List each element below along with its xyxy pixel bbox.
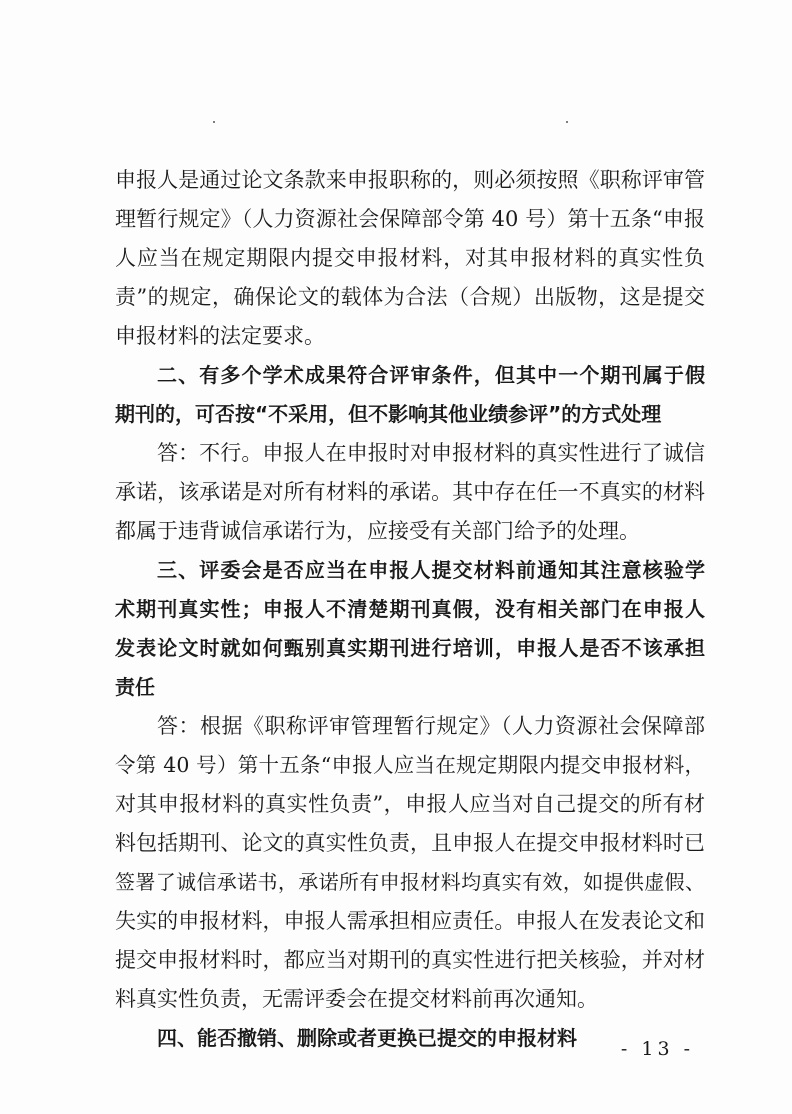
- paragraph-line: 理暂行规定》（人力资源社会保障部令第 40 号）第十五条“申报: [115, 207, 705, 231]
- paragraph-line: 对其申报材料的真实性负责”，申报人应当对自己提交的所有材: [115, 792, 705, 816]
- paragraph-line: 人应当在规定期限内提交申报材料，对其申报材料的真实性负: [115, 246, 705, 270]
- paragraph-line: 责”的规定，确保论文的载体为合法（合规）出版物，这是提交: [115, 285, 705, 309]
- paragraph-line: 申报人是通过论文条款来申报职称的，则必须按照《职称评审管: [115, 168, 705, 192]
- paragraph-line: 料包括期刊、论文的真实性负责，且申报人在提交申报材料时已: [115, 831, 705, 855]
- section-heading-line: 二、有多个学术成果符合评审条件，但其中一个期刊属于假: [157, 363, 705, 387]
- section-heading-line: 发表论文时就如何甄别真实期刊进行培训，申报人是否不该承担: [115, 636, 705, 660]
- paragraph-line: 都属于违背诚信承诺行为，应接受有关部门给予的处理。: [115, 519, 640, 543]
- paragraph-line: 令第 40 号）第十五条“申报人应当在规定期限内提交申报材料，: [115, 753, 705, 777]
- section-heading-line: 责任: [115, 675, 155, 699]
- paragraph-line: 提交申报材料时，都应当对期刊的真实性进行把关核验，并对材: [115, 948, 705, 972]
- paragraph-line: 申报材料的法定要求。: [115, 324, 325, 348]
- paragraph-line: 承诺，该承诺是对所有材料的承诺。其中存在任一不真实的材料: [115, 480, 705, 504]
- page-number: - 13 -: [620, 1038, 694, 1060]
- section-heading-line: 术期刊真实性；申报人不清楚期刊真假，没有相关部门在申报人: [115, 597, 705, 621]
- section-heading-line: 三、评委会是否应当在申报人提交材料前通知其注意核验学: [157, 558, 705, 582]
- paragraph-line: 签署了诚信承诺书，承诺所有申报材料均真实有效，如提供虚假、: [115, 870, 705, 894]
- paragraph-line: 料真实性负责，无需评委会在提交材料前再次通知。: [115, 987, 598, 1011]
- paragraph-line: 答：根据《职称评审管理暂行规定》（人力资源社会保障部: [157, 714, 705, 738]
- section-heading-line: 期刊的，可否按“不采用，但不影响其他业绩参评”的方式处理: [115, 402, 662, 426]
- paragraph-line: 答：不行。申报人在申报时对申报材料的真实性进行了诚信: [157, 441, 705, 465]
- section-heading-line: 四、能否撤销、删除或者更换已提交的申报材料: [157, 1026, 577, 1050]
- paragraph-line: 失实的申报材料，申报人需承担相应责任。申报人在发表论文和: [115, 909, 705, 933]
